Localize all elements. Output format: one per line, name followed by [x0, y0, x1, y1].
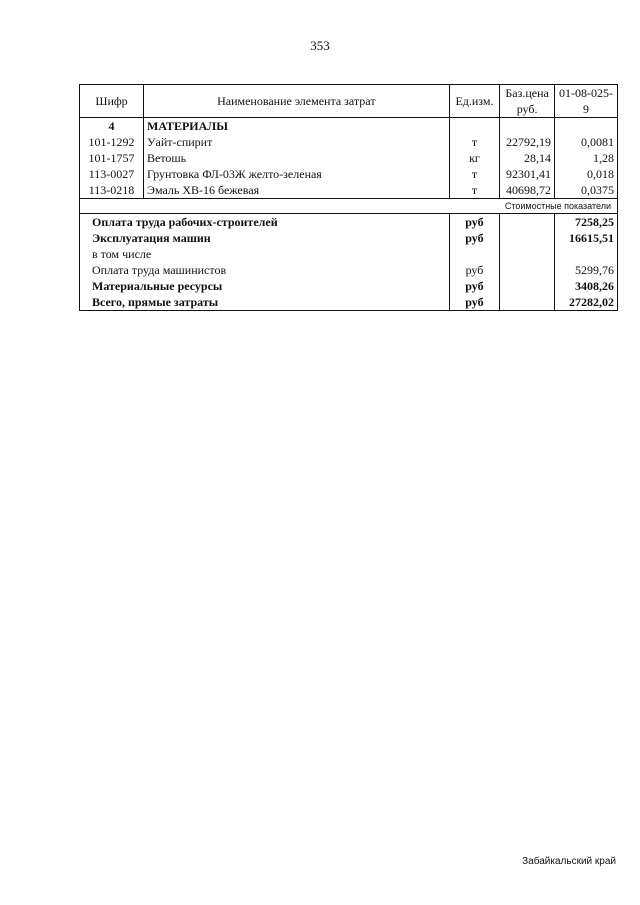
header-base-price-line1: Баз.цена — [505, 86, 549, 100]
summary-value — [554, 246, 617, 262]
summary-unit: руб — [449, 230, 500, 246]
summary-value: 16615,51 — [554, 230, 617, 246]
summary-row — [80, 262, 618, 278]
cost-estimate-table — [79, 84, 618, 311]
summary-value: 3408,26 — [554, 278, 617, 294]
material-price: 40698,72 — [500, 182, 555, 199]
table-header-row — [80, 85, 618, 118]
material-code: 101-1292 — [80, 134, 144, 150]
summary-value: 27282,02 — [554, 294, 617, 311]
region-footer: Забайкальский край — [522, 856, 616, 867]
material-unit: т — [449, 166, 500, 182]
material-code: 113-0218 — [80, 182, 144, 199]
summary-row — [80, 246, 618, 262]
header-base-price-line2: руб. — [516, 102, 538, 116]
header-base-price — [500, 85, 555, 118]
table-row — [80, 134, 618, 150]
summary-label: Оплата труда рабочих-строителей — [80, 214, 450, 231]
header-norm-code-line1: 01-08-025- — [558, 86, 613, 100]
page-number: 353 — [310, 38, 330, 53]
material-unit: т — [449, 134, 500, 150]
summary-row — [80, 278, 618, 294]
material-name: Эмаль ХВ-16 бежевая — [144, 182, 450, 199]
material-unit: кг — [449, 150, 500, 166]
material-price: 28,14 — [500, 150, 555, 166]
cost-indicators-divider — [80, 199, 618, 214]
summary-value: 7258,25 — [554, 214, 617, 231]
material-price: 92301,41 — [500, 166, 555, 182]
summary-row — [80, 230, 618, 246]
summary-label: в том числе — [80, 246, 450, 262]
material-qty: 0,0081 — [554, 134, 617, 150]
material-price: 22792,19 — [500, 134, 555, 150]
header-unit: Ед.изм. — [449, 85, 500, 118]
table-row — [80, 182, 618, 199]
material-code: 101-1757 — [80, 150, 144, 166]
material-code: 113-0027 — [80, 166, 144, 182]
summary-label: Материальные ресурсы — [80, 278, 450, 294]
header-norm-code-line2: 9 — [582, 102, 589, 116]
material-name: Уайт-спирит — [144, 134, 450, 150]
material-qty: 1,28 — [554, 150, 617, 166]
header-code: Шифр — [80, 85, 144, 118]
section-row — [80, 118, 618, 135]
section-name: МАТЕРИАЛЫ — [144, 118, 450, 135]
summary-label: Оплата труда машинистов — [80, 262, 450, 278]
summary-unit: руб — [449, 214, 500, 231]
header-norm-code — [554, 85, 617, 118]
material-name: Ветошь — [144, 150, 450, 166]
summary-label: Эксплуатация машин — [80, 230, 450, 246]
summary-label: Всего, прямые затраты — [80, 294, 450, 311]
material-unit: т — [449, 182, 500, 199]
table-row — [80, 150, 618, 166]
summary-row — [80, 214, 618, 231]
summary-unit: руб — [449, 262, 500, 278]
material-qty: 0,018 — [554, 166, 617, 182]
material-name: Грунтовка ФЛ-03Ж желто-зеленая — [144, 166, 450, 182]
table-row — [80, 166, 618, 182]
summary-unit: руб — [449, 278, 500, 294]
summary-unit: руб — [449, 294, 500, 311]
cost-indicators-label: Стоимостные показатели — [80, 199, 618, 214]
summary-row — [80, 294, 618, 311]
summary-unit — [449, 246, 500, 262]
header-name: Наименование элемента затрат — [144, 85, 450, 118]
material-qty: 0,0375 — [554, 182, 617, 199]
summary-value: 5299,76 — [554, 262, 617, 278]
section-code: 4 — [80, 118, 144, 135]
